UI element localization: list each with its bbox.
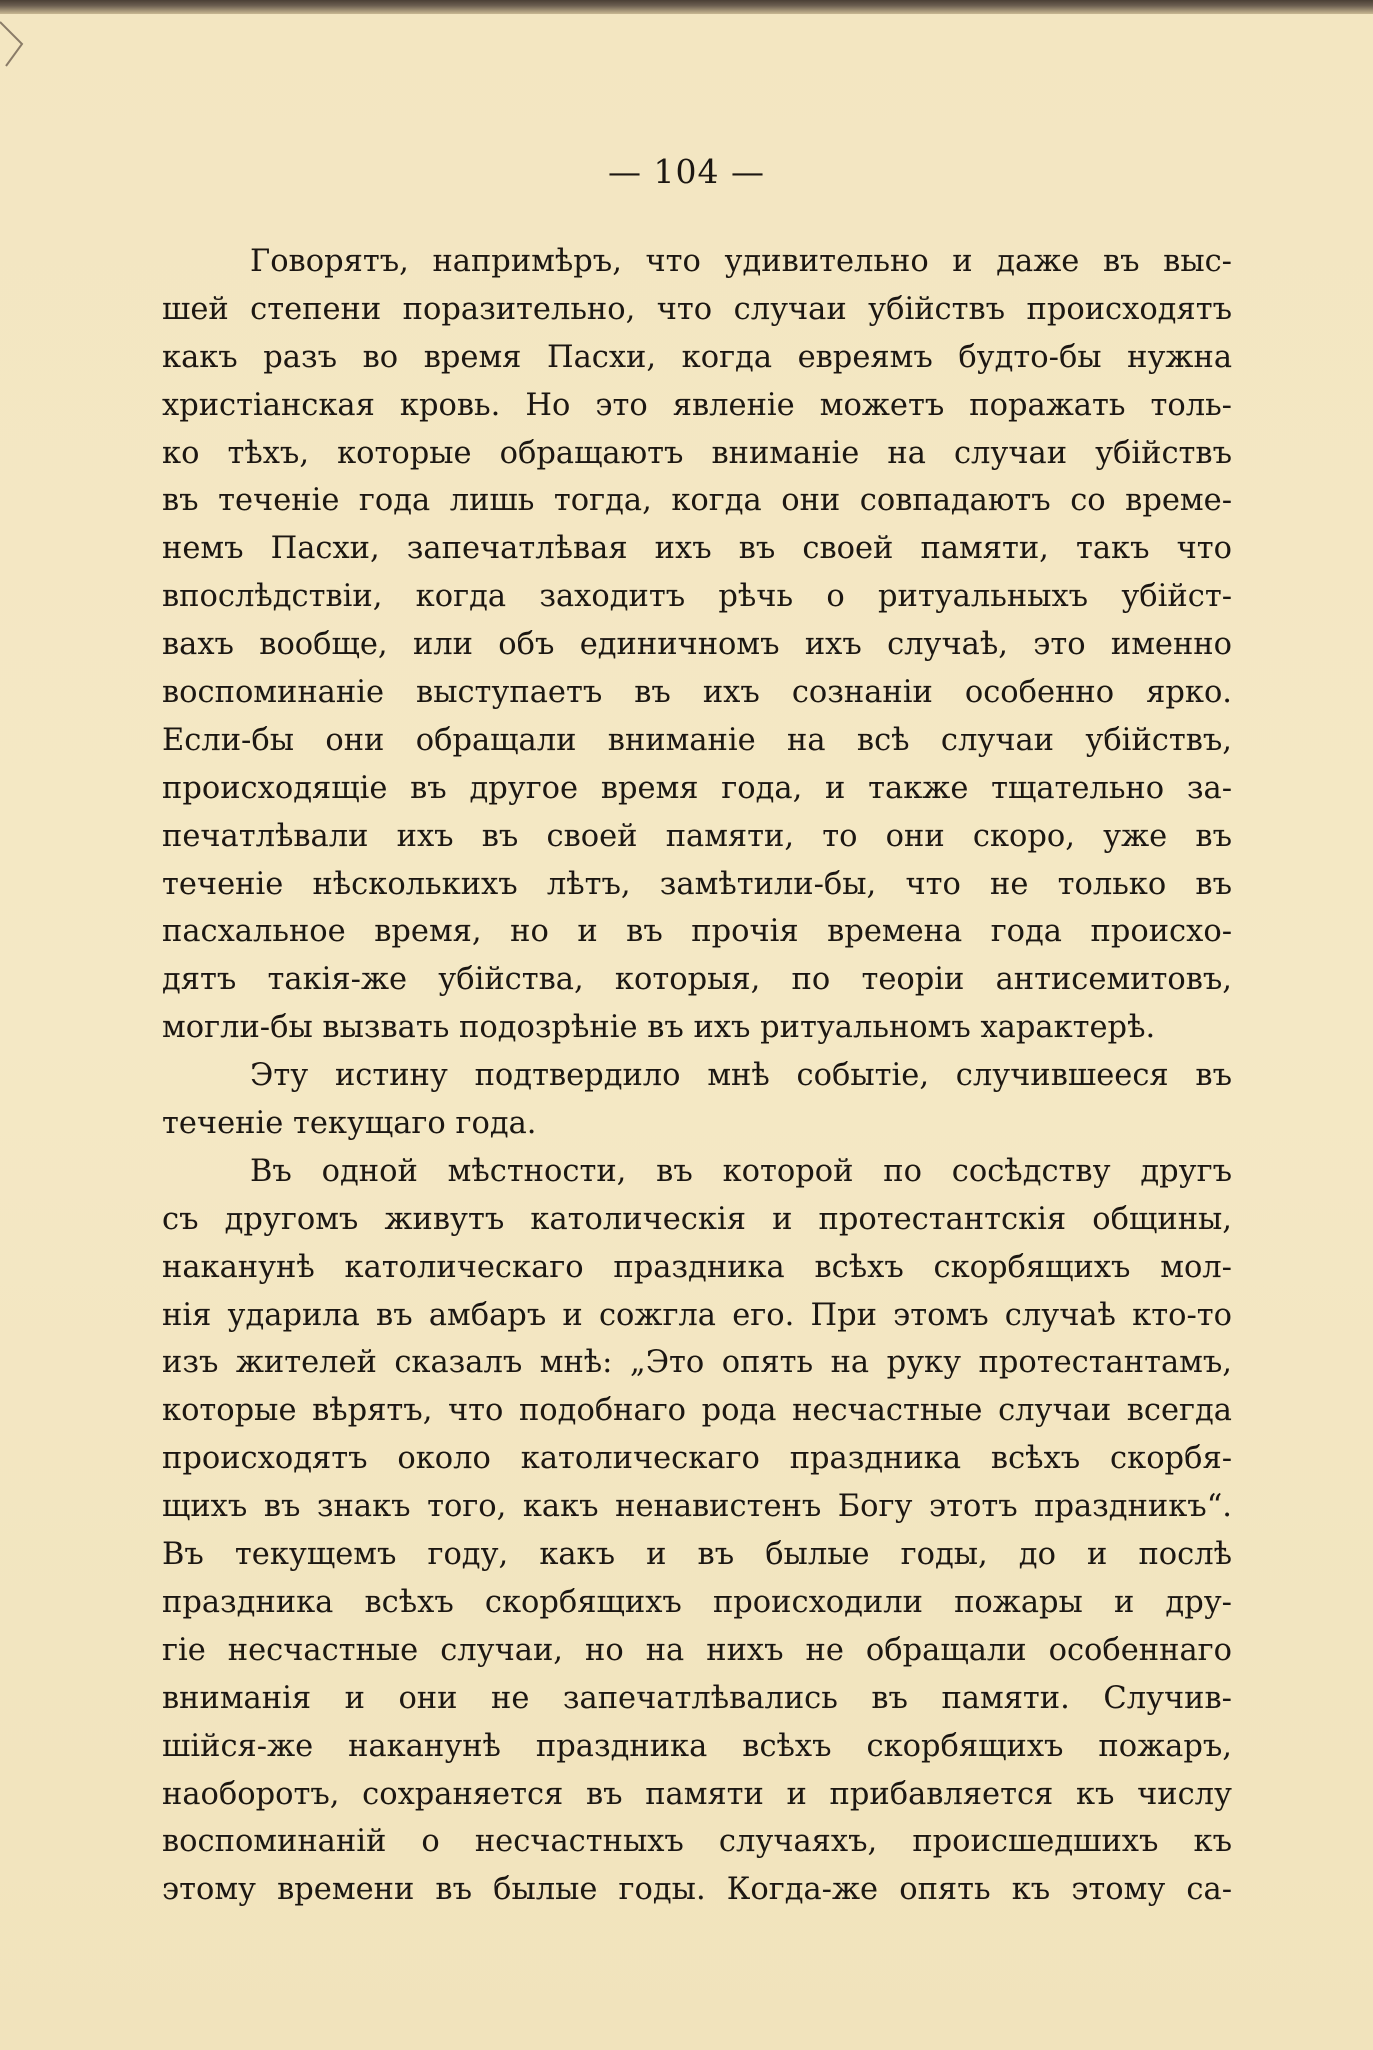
text-line: могли-бы вызвать подозрѣніе въ ихъ ритуальномъ характерѣ. [162, 1010, 1156, 1046]
text-line: Говорятъ, напримѣръ, что удивительно и даже въ выс- [250, 244, 1232, 279]
text-line: ко тѣхъ, которые обращаютъ вниманіе на случаи убійствъ [162, 435, 1232, 471]
paragraph-2 [162, 1052, 1232, 1148]
page-top-edge [0, 0, 1373, 14]
text-line: нія ударила въ амбаръ и сожгла его. При этомъ случаѣ кто-то [162, 1297, 1232, 1333]
text-line: въ теченіе года лишь тогда, когда они совпадаютъ со време- [162, 483, 1232, 519]
text-line: праздника всѣхъ скорбящихъ происходили пожары и дру- [162, 1584, 1232, 1620]
text-line: какъ разъ во время Пасхи, когда евреямъ будто-бы нужна [162, 339, 1232, 375]
text-line: происходящіе въ другое время года, и также тщательно за- [162, 770, 1232, 806]
text-line: Эту истину подтвердило мнѣ событіе, случившееся въ [250, 1058, 1232, 1094]
text-line: Въ одной мѣстности, въ которой по сосѣдству другъ [250, 1153, 1232, 1189]
text-line: этому времени въ былые годы. Когда-же опять къ этому са- [162, 1872, 1232, 1908]
corner-fold-mark [0, 14, 30, 74]
text-line: наоборотъ, сохраняется въ памяти и прибавляется къ числу [162, 1776, 1232, 1812]
page-number: — 104 — [608, 152, 765, 191]
text-line: съ другомъ живутъ католическія и протестантскія общины, [162, 1201, 1232, 1237]
text-line: христіанская кровь. Но это явленіе можетъ поражать толь- [162, 387, 1232, 423]
text-line: воспоминаніе выступаетъ въ ихъ сознаніи особенно ярко. [162, 675, 1232, 711]
paragraph-3 [162, 1148, 1232, 1914]
text-line: которые вѣрятъ, что подобнаго рода несчастные случаи всегда [162, 1393, 1232, 1429]
text-line: дятъ такія-же убійства, которыя, по теоріи антисемитовъ, [162, 962, 1232, 998]
text-line: печатлѣвали ихъ въ своей памяти, то они скоро, уже въ [162, 818, 1232, 854]
text-line: теченіе текущаго года. [162, 1106, 537, 1142]
paragraph-1 [162, 238, 1232, 1052]
text-line: воспоминаній о несчастныхъ случаяхъ, происшедшихъ къ [162, 1824, 1232, 1860]
text-line: вниманія и они не запечатлѣвались въ памяти. Случив- [162, 1680, 1232, 1716]
text-line: наканунѣ католическаго праздника всѣхъ скорбящихъ мол- [162, 1249, 1232, 1285]
text-line: Если-бы они обращали вниманіе на всѣ случаи убійствъ, [162, 722, 1232, 758]
body-text [162, 238, 1232, 1914]
text-line: теченіе нѣсколькихъ лѣтъ, замѣтили-бы, что не только въ [162, 866, 1232, 902]
text-line: гіе несчастные случаи, но на нихъ не обращали особеннаго [162, 1632, 1232, 1668]
text-line: Въ текущемъ году, какъ и въ былые годы, до и послѣ [162, 1537, 1232, 1573]
text-line: впослѣдствіи, когда заходитъ рѣчь о ритуальныхъ убійст- [162, 579, 1232, 615]
text-line: пасхальное время, но и въ прочія времена года происхо- [162, 914, 1232, 950]
text-line: шійся-же наканунѣ праздника всѣхъ скорбящихъ пожаръ, [162, 1728, 1232, 1764]
text-line: происходятъ около католическаго праздника всѣхъ скорбя- [162, 1441, 1232, 1477]
text-line: немъ Пасхи, запечатлѣвая ихъ въ своей памяти, такъ что [162, 531, 1232, 567]
text-line: шей степени поразительно, что случаи убійствъ происходятъ [162, 291, 1232, 327]
text-line: вахъ вообще, или объ единичномъ ихъ случаѣ, это именно [162, 627, 1232, 663]
text-line: изъ жителей сказалъ мнѣ: „Это опять на руку протестантамъ, [162, 1345, 1232, 1381]
text-line: щихъ въ знакъ того, какъ ненавистенъ Богу этотъ праздникъ“. [162, 1489, 1232, 1525]
